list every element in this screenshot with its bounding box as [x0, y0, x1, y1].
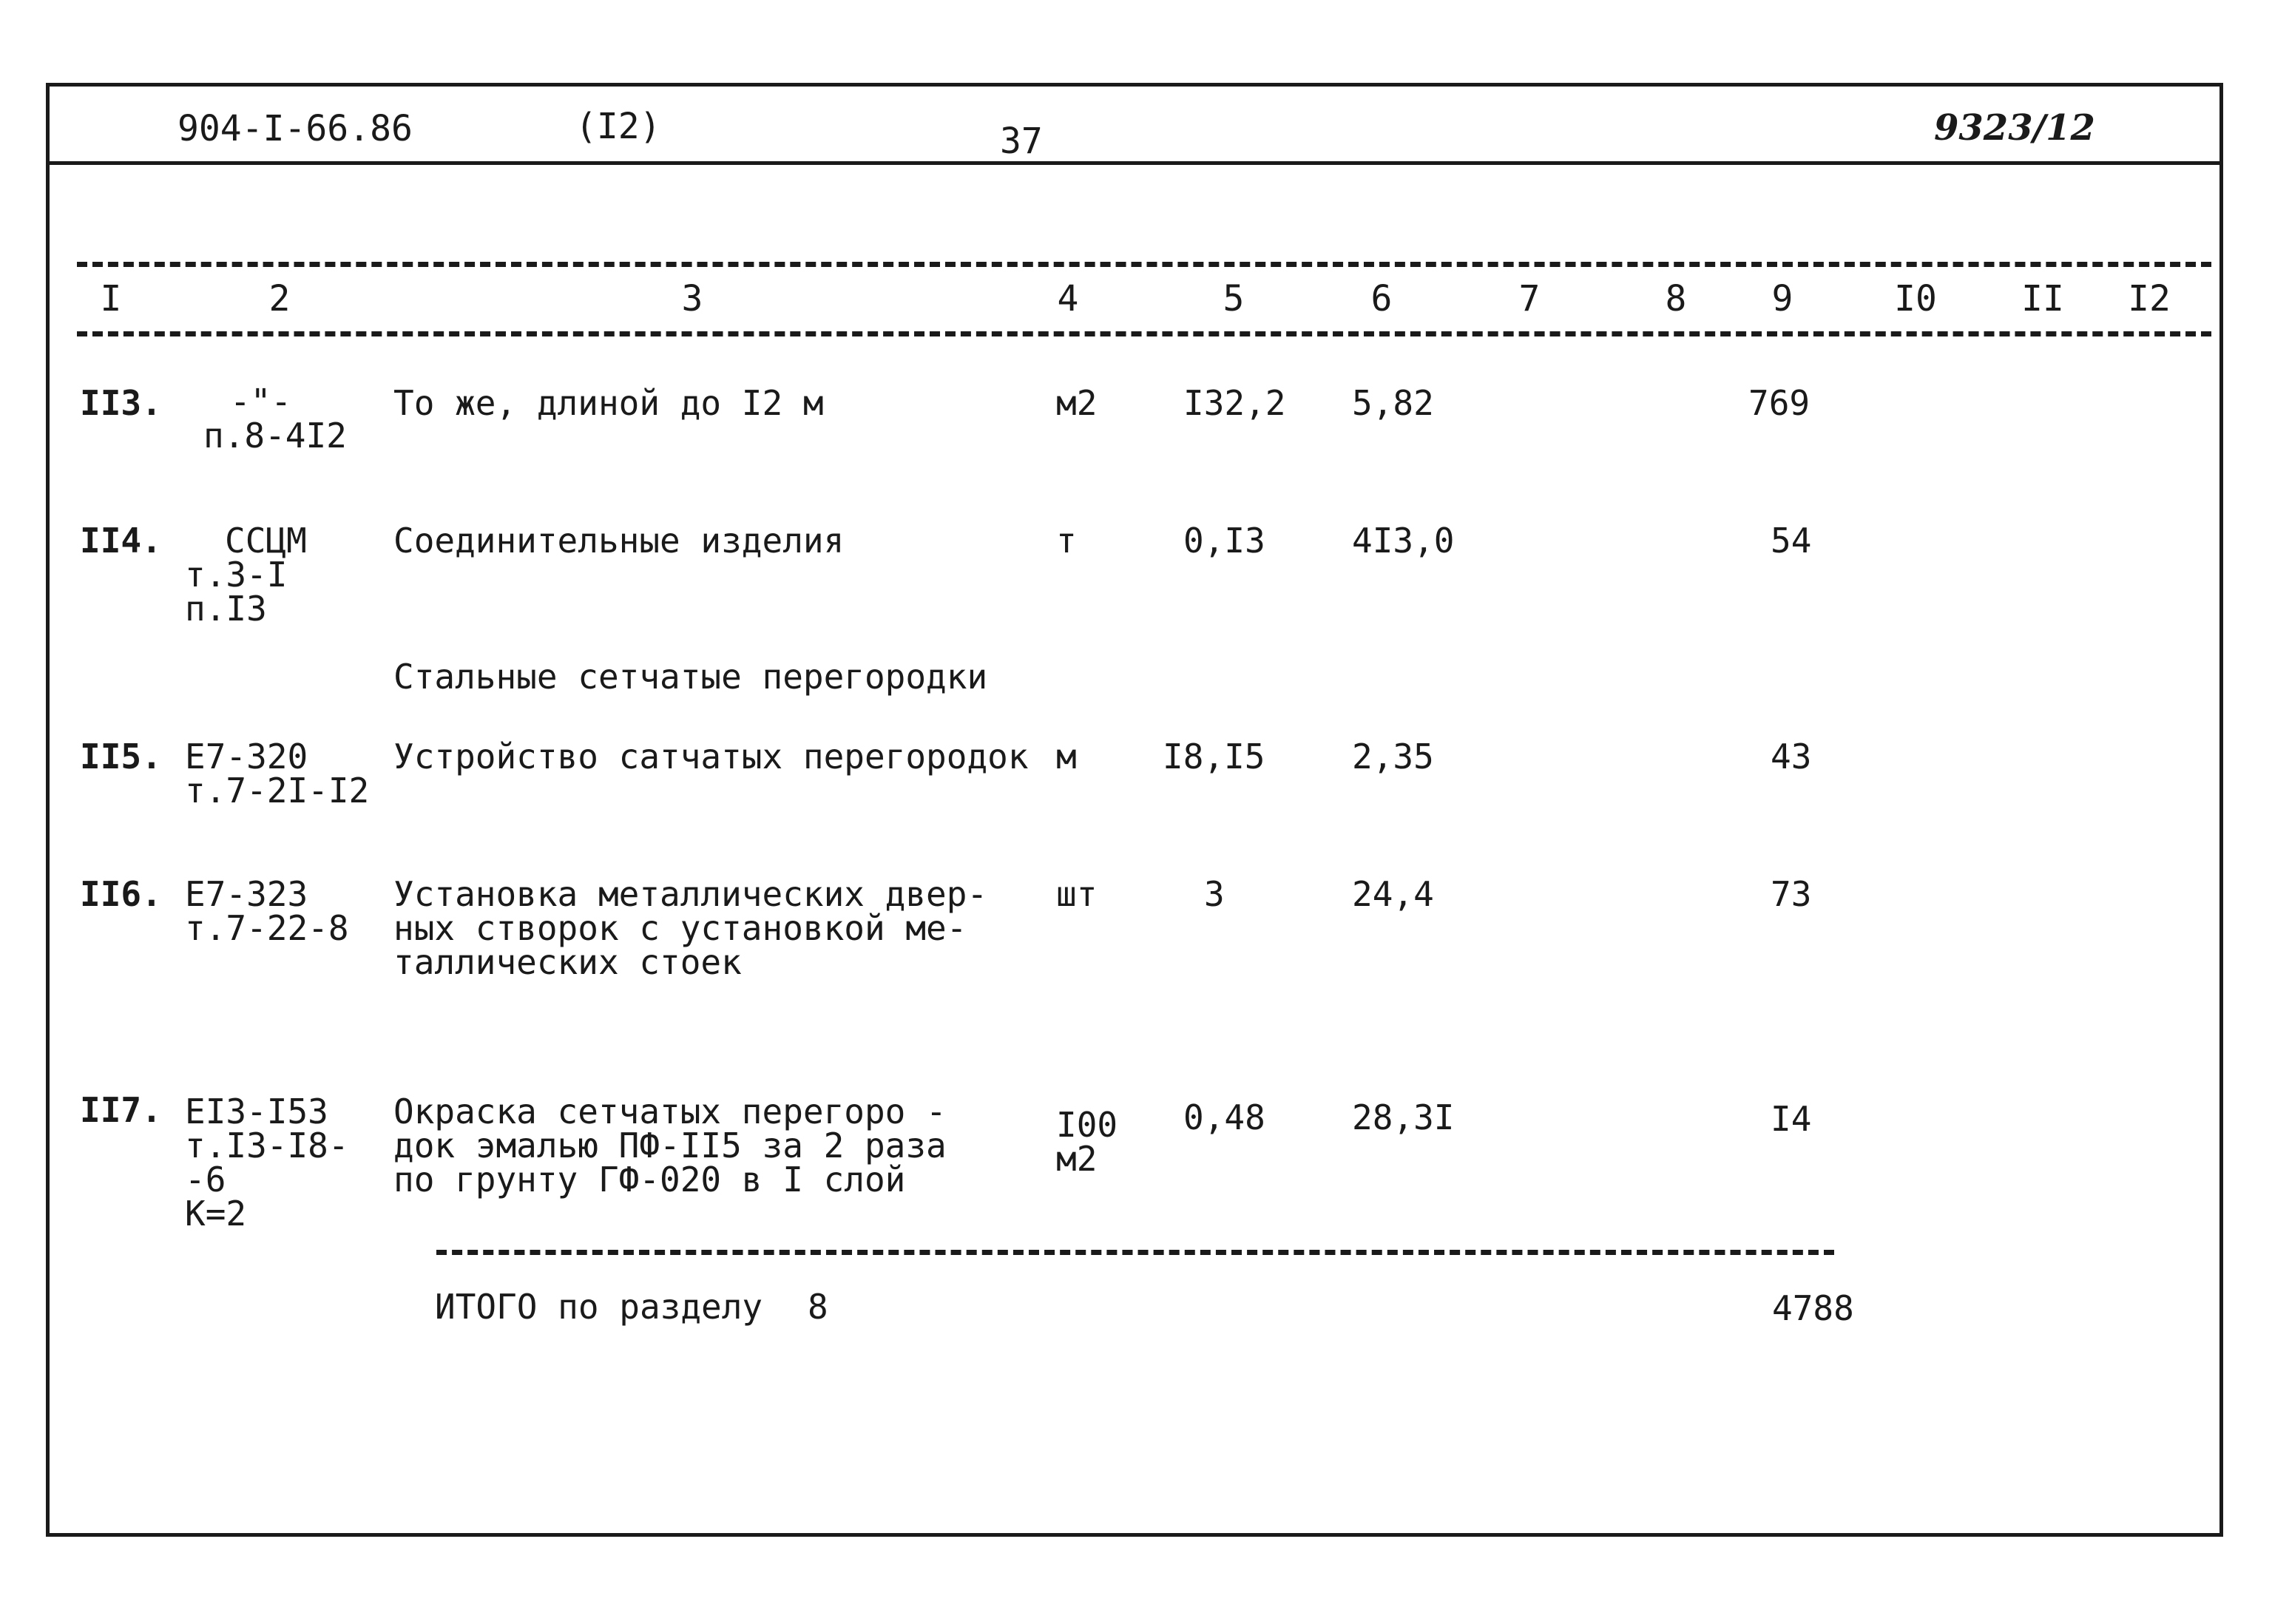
row-code-line: К=2 [185, 1194, 247, 1234]
row-total: I4 [1771, 1099, 1812, 1139]
summary-rule [436, 1250, 1834, 1255]
row-unit-price: 5,82 [1352, 383, 1434, 423]
row-code-line: т.7-22-8 [185, 908, 349, 948]
row-code-line: -"- [230, 382, 292, 422]
row-code [185, 737, 370, 811]
row-unit [1056, 1105, 1118, 1179]
row-description [393, 1092, 947, 1200]
section-title: Стальные сетчатые перегородки [393, 657, 988, 697]
row-number: II5. [80, 737, 162, 777]
row-unit-line: шт [1056, 874, 1098, 914]
row-code-line: т.7-2I-I2 [185, 771, 370, 811]
column-number: I0 [1894, 278, 1937, 319]
sheet-reference: (I2) [575, 106, 661, 147]
row-description-line: док эмалью ПФ-II5 за 2 раза [393, 1126, 947, 1165]
summary-label: ИТОГО по разделу [435, 1287, 763, 1327]
column-number: 9 [1771, 278, 1793, 319]
row-number: II6. [80, 874, 162, 914]
row-code-line: ССЦМ [225, 521, 307, 561]
column-number: 5 [1223, 278, 1245, 319]
row-unit-price: 24,4 [1352, 874, 1434, 914]
row-code-line: т.3-I [185, 555, 288, 595]
summary-section-number: 8 [808, 1287, 828, 1327]
row-code-line: п.I3 [185, 589, 267, 629]
row-description-line: Соединительные изделия [393, 521, 845, 561]
column-number: 8 [1665, 278, 1687, 319]
row-number: II4. [80, 521, 162, 561]
row-unit-line: I00 [1056, 1105, 1118, 1145]
column-number: 6 [1370, 278, 1393, 319]
column-number: 7 [1518, 278, 1541, 319]
row-description-line: Окраска сетчатых перегоро - [393, 1092, 947, 1131]
row-description-line: То же, длиной до I2 м [393, 383, 824, 423]
row-total: 769 [1748, 383, 1810, 423]
archive-number: 9323/12 [1934, 107, 2095, 149]
row-code [203, 382, 347, 456]
row-number: II3. [80, 383, 162, 423]
row-code [185, 874, 349, 948]
row-quantity: 0,48 [1183, 1097, 1265, 1137]
row-quantity: 0,I3 [1183, 521, 1265, 561]
row-unit-price: 28,3I [1352, 1097, 1455, 1137]
row-unit-price: 2,35 [1352, 737, 1434, 777]
row-description-line: ных створок с установкой ме- [393, 908, 967, 948]
row-total: 73 [1771, 874, 1812, 914]
column-number: I2 [2128, 278, 2171, 319]
row-unit-line: м2 [1056, 1139, 1098, 1179]
column-number: II [2021, 278, 2064, 319]
row-number: II7. [80, 1090, 162, 1130]
row-description [393, 521, 845, 561]
column-number: 4 [1057, 278, 1079, 319]
row-quantity: I32,2 [1183, 383, 1286, 423]
row-description [393, 874, 988, 982]
row-total: 43 [1771, 737, 1812, 777]
page-number: 37 [1000, 121, 1043, 162]
row-description-line: Установка металлических двер- [393, 874, 988, 914]
row-unit-line: м [1056, 737, 1077, 777]
row-unit-line: м2 [1056, 383, 1098, 423]
row-total: 54 [1771, 521, 1812, 561]
row-unit-price: 4I3,0 [1352, 521, 1455, 561]
row-unit [1056, 874, 1098, 914]
row-unit [1056, 737, 1077, 777]
row-unit-line: т [1056, 521, 1077, 561]
document-code: 904-I-66.86 [178, 108, 413, 149]
row-description-line: по грунту ГФ-020 в I слой [393, 1160, 906, 1200]
row-quantity: I8,I5 [1163, 737, 1265, 777]
row-code [185, 1092, 349, 1234]
row-description-line: Устройство сатчатых перегородок [393, 737, 1029, 777]
column-header-bottom-rule [77, 331, 2211, 336]
column-number: I [100, 278, 122, 319]
row-unit [1056, 521, 1077, 561]
row-unit [1056, 383, 1098, 423]
summary-total: 4788 [1772, 1288, 1854, 1328]
row-code-line: Е7-323 [185, 874, 308, 914]
row-quantity: 3 [1204, 874, 1225, 914]
row-code-line: т.I3-I8- [185, 1126, 349, 1165]
row-code-line: -6 [185, 1160, 226, 1200]
row-description [393, 383, 824, 423]
row-description [393, 737, 1029, 777]
row-code [185, 521, 307, 629]
row-code-line: ЕI3-I53 [185, 1092, 328, 1131]
column-number: 3 [681, 278, 703, 319]
column-number: 2 [268, 278, 291, 319]
column-header-top-rule [77, 262, 2211, 267]
row-description-line: таллических стоек [393, 942, 742, 982]
header-divider [50, 161, 2219, 165]
row-code-line: Е7-320 [185, 737, 308, 777]
row-code-line: п.8-4I2 [203, 416, 347, 456]
